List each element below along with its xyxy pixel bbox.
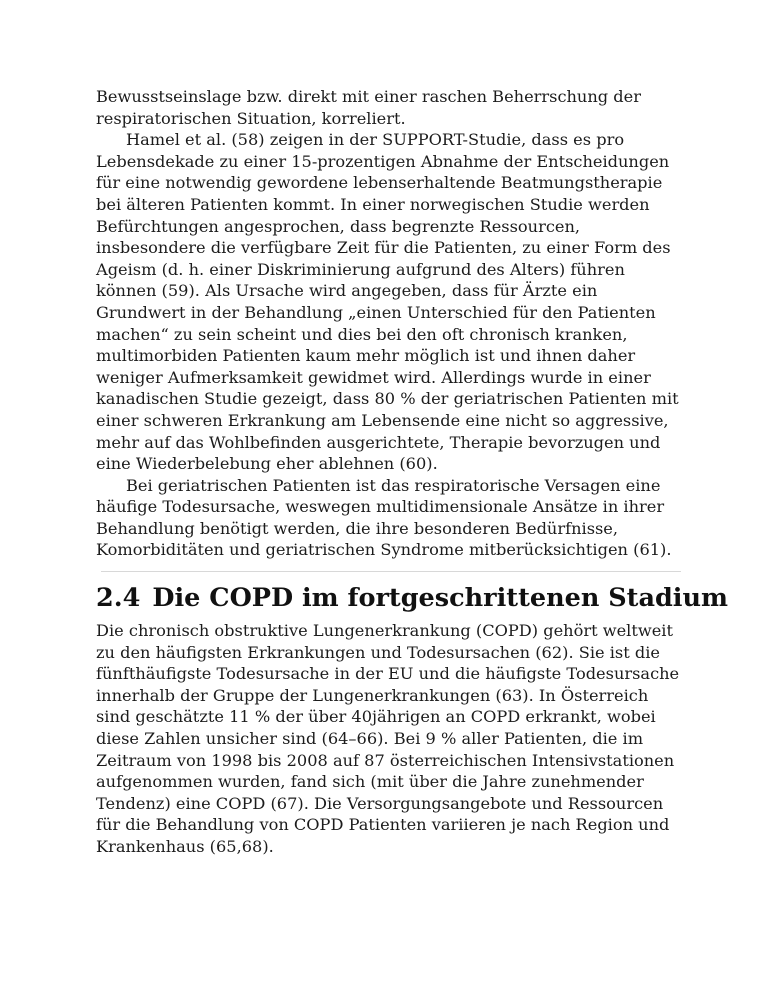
document-page (96, 86, 729, 858)
section-number: 2.4 (96, 583, 141, 614)
geriatric-paragraph: Bei geriatrischen Patienten ist das respiratorische Versagen eine häufige Todesursache, weswegen multidimensionale Ansätze in ihrer Behandlung benötigt werden, die ihre besonderen Bedürfnisse, Komorbiditäten und geriatrischen Syndrome mitberücksichtigen (61). (96, 475, 672, 560)
continuation-paragraph: Bewusstseinslage bzw. direkt mit einer raschen Beherrschung der respiratorischen Situation, korreliert. (96, 87, 641, 128)
section-title: Die COPD im fortgeschrittenen Stadium (152, 583, 729, 614)
section-divider (101, 571, 681, 572)
copd-paragraph: Die chronisch obstruktive Lungenerkrankung (COPD) gehört weltweit zu den häufigsten Erkrankungen und Todesursachen (62). Sie ist die fünfthäufigste Todesursache in der EU und die häufigste Todesursache innerhalb der Gruppe der Lungenerkrankungen (63). In Österreich sind geschätzte 11 % der über 40jährigen an COPD erkrankt, wobei diese Zahlen unsicher sind (64–66). Bei 9 % aller Patienten, die im Zeitraum von 1998 bis 2008 auf 87 österreichischen Intensivstationen aufgenommen wurden, fand sich (mit über die Jahre zunehmender Tendenz) eine COPD (67). Die Versorgungsangebote und Ressourcen für die Behandlung von COPD Patienten variieren je nach Region und Krankenhaus (65,68). (96, 621, 680, 856)
hamel-paragraph: Hamel et al. (58) zeigen in der SUPPORT-Studie, dass es pro Lebensdekade zu einer 15-prozentigen Abnahme der Entscheidungen für eine notwendig gewordene lebenserhaltende Beatmungstherapie bei älteren Patienten kommt. In einer norwegischen Studie werden Befürchtungen angesprochen, dass begrenzte Ressourcen, insbesondere die verfügbare Zeit für die Patienten, zu einer Form des Ageism (d. h. einer Diskriminierung aufgrund des Alters) führen können (59). Als Ursache wird angegeben, dass für Ärzte ein Grundwert in der Behandlung „einen Unterschied für den Patienten machen“ zu sein scheint und dies bei den oft chronisch kranken, multimorbiden Patienten kaum mehr möglich ist und ihnen daher weniger Aufmerksamkeit gewidmet wird. Allerdings wurde in einer kanadischen Studie gezeigt, dass 80 % der geriatrischen Patienten mit einer schweren Erkrankung am Lebensende eine nicht so aggressive, mehr auf das Wohlbefinden ausgerichtete, Therapie bevorzugen und eine Wiederbelebung eher ablehnen (60). (96, 130, 679, 474)
section-heading (96, 580, 729, 616)
